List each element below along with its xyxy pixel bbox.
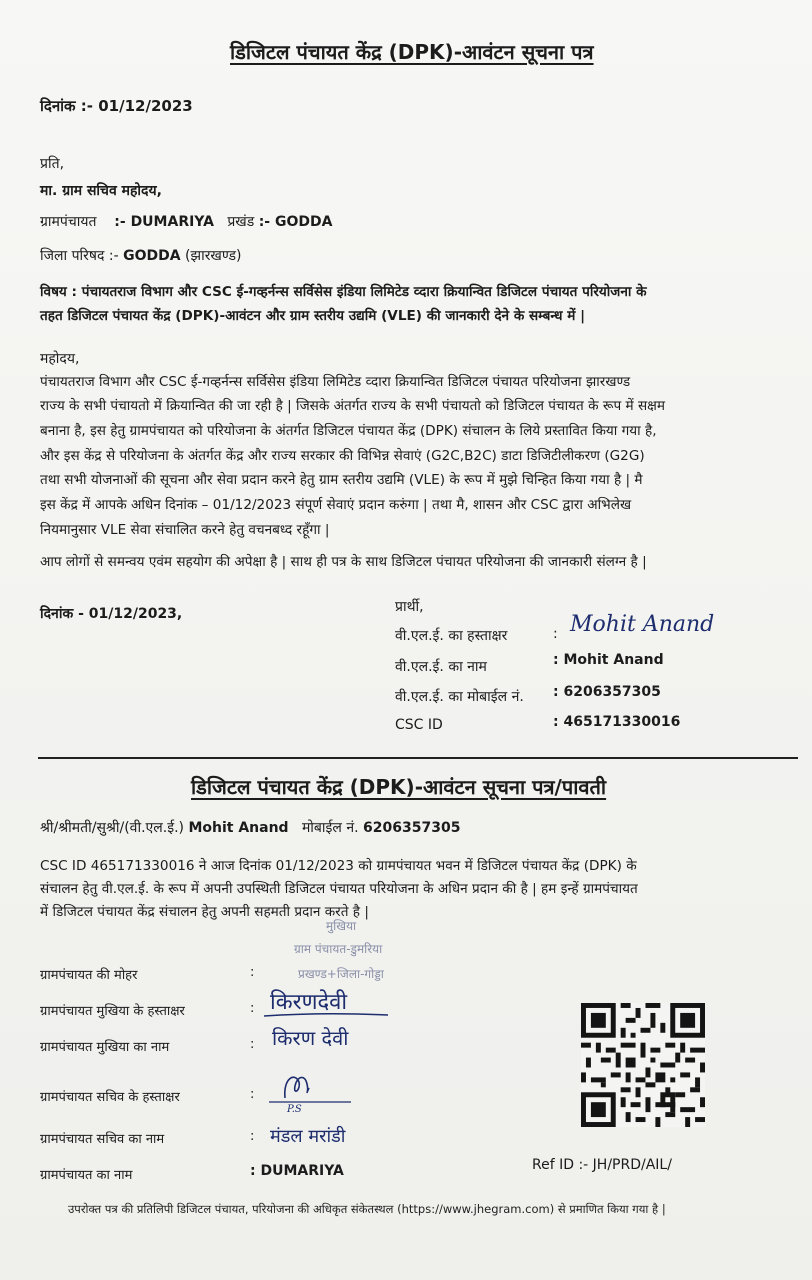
secretary-signature-mark — [265, 1068, 355, 1108]
subject-line-2: तहत डिजिटल पंचायत केंद्र (DPK)-आवंटन और ग्राम स्तरीय उद्यमि (VLE) की जानकारी देने के सम्बन्ध में | — [40, 308, 586, 324]
receipt-vle-name: Mohit Anand — [188, 820, 289, 836]
mukhiya-signature-underline — [262, 1010, 392, 1020]
receipt-line-1: CSC ID 465171330016 ने आज दिनांक 01/12/2023 को ग्रामपंचायत भवन में डिजिटल पंचायत केंद्र (DPK) के — [40, 858, 637, 874]
body-line-1: पंचायतराज विभाग और CSC ई-गव्हर्नन्स सर्विसेस इंडिया लिमिटेड व्दारा क्रियान्वित डिजिटल पंचायत परियोजना झारखण्ड — [40, 374, 631, 390]
block-value: :- GODDA — [258, 214, 333, 230]
secretary-signature-colon: : — [250, 1087, 255, 1102]
receipt-vle-line — [40, 818, 460, 837]
receipt-mobile: 6206357305 — [363, 820, 461, 836]
csc-id-label: CSC ID — [395, 717, 443, 733]
closing-line: आप लोगों से समन्वय एवंम सहयोग की अपेक्षा है | साथ ही पत्र के साथ डिजिटल पंचायत परियोजना की जानकारी संलग्न है | — [40, 554, 647, 570]
mukhiya-name-colon: : — [250, 1037, 255, 1052]
mukhiya-signature-label: ग्रामपंचायत मुखिया के हस्ताक्षर — [40, 1004, 185, 1019]
district-value: GODDA — [123, 248, 181, 264]
qr-code — [581, 1003, 705, 1127]
mukhiya-name-label: ग्रामपंचायत मुखिया का नाम — [40, 1040, 170, 1055]
gp-name-value: : DUMARIYA — [250, 1163, 344, 1179]
receipt-mobile-label: मोबाईल नं. — [301, 820, 359, 836]
vle-prefix: श्री/श्रीमती/सुश्री/(वी.एल.ई.) — [40, 820, 184, 836]
vle-mobile-label: वी.एल.ई. का मोबाईल नं. — [395, 689, 524, 705]
body-line-7: नियमानुसार VLE सेवा संचालित करने हेतु वचनबध्द रहूँगा | — [40, 522, 330, 538]
secretary-signature: P.S — [287, 1104, 302, 1115]
vle-signature-label: वी.एल.ई. का हस्ताक्षर — [395, 628, 508, 644]
stamp-line-2: ग्राम पंचायत-डुमरिया — [294, 942, 383, 956]
vle-name-value: : Mohit Anand — [553, 652, 664, 668]
mukhiya-name-handwritten: किरण देवी — [272, 1026, 349, 1050]
ref-id: Ref ID :- JH/PRD/AIL/ — [532, 1157, 672, 1173]
body-line-3: बनाना है, इस हेतु ग्रामपंचायत को परियोजना के अंतर्गत डिजिटल पंचायत केंद्र (DPK) संचालन के लिये प्रस्तावित किया गया है, — [40, 423, 657, 439]
body-line-5: तथा सभी योजनाओं की सूचना और सेवा प्रदान करने हेतु ग्राम स्तरीय उद्यमि (VLE) के रूप में मुझे चिन्हित किया गया है | मै — [40, 472, 643, 488]
secretary-name-handwritten: मंडल मरांडी — [270, 1126, 346, 1147]
recipient: मा. ग्राम सचिव महोदय, — [40, 183, 162, 199]
gp-value: :- DUMARIYA — [114, 214, 214, 230]
mukhiya-signature-colon: : — [250, 1001, 255, 1016]
district-label: जिला परिषद :- — [40, 248, 119, 264]
vle-name-label: वी.एल.ई. का नाम — [395, 659, 487, 675]
applicant-date: दिनांक - 01/12/2023, — [40, 606, 183, 622]
body-line-4: और इस केंद्र से परियोजना के अंतर्गत केंद्र और राज्य सरकार की विभिन्न सेवाएं (G2C,B2C) डाटा डिजिटीलीकरण (G2G) — [40, 448, 645, 464]
vle-signature: Mohit Anand — [570, 612, 715, 637]
prati: प्रति, — [40, 156, 65, 172]
gp-label: ग्रामपंचायत — [40, 214, 97, 230]
receipt-title: डिजिटल पंचायत केंद्र (DPK)-आवंटन सूचना पत्र/पावती — [191, 775, 607, 799]
section-divider — [38, 757, 798, 759]
gp-seal-label: ग्रामपंचायत की मोहर — [40, 968, 138, 983]
prarthi: प्रार्थी, — [395, 599, 424, 615]
body-line-2: राज्य के सभी पंचायतो में क्रियान्वित की जा रही है | जिसके अंतर्गत राज्य के सभी पंचायतो को डिजिटल पंचायत के रूप में सक्षम — [40, 398, 666, 414]
gp-seal-colon: : — [250, 965, 255, 980]
block-label: प्रखंड — [227, 214, 255, 230]
stamp-line-1: मुखिया — [326, 919, 357, 933]
salutation: महोदय, — [40, 351, 80, 367]
receipt-line-2: संचालन हेतु वी.एल.ई. के रूप में अपनी उपस्थिती डिजिटल पंचायत परियोजना के अधिन प्रदान की है | हम इन्हें ग्रामपंचायत — [40, 881, 638, 897]
district-state: (झारखण्ड) — [185, 248, 242, 264]
vle-signature-colon: : — [553, 626, 558, 642]
date-line: दिनांक :- 01/12/2023 — [40, 97, 193, 115]
secretary-name-label: ग्रामपंचायत सचिव का नाम — [40, 1132, 165, 1147]
vle-mobile-value: : 6206357305 — [553, 684, 661, 700]
subject-line-1: विषय : पंचायतराज विभाग और CSC ई-गव्हर्नन्स सर्विसेस इंडिया लिमिटेड व्दारा क्रियान्वित डिजिटल पंचायत परियोजना के — [40, 284, 647, 300]
body-line-6: इस केंद्र में आपके अधिन दिनांक – 01/12/2023 संपूर्ण सेवाएं प्रदान करुंगा | तथा मै, शासन और CSC द्वारा अभिलेख — [40, 497, 632, 513]
district-line — [40, 246, 241, 265]
footer-note: उपरोक्त पत्र की प्रतिलिपी डिजिटल पंचायत, परियोजना की अधिकृत संकेतस्थल (https://www.jhegram.com) से प्रमाणित किया गया है | — [68, 1202, 666, 1216]
receipt-line-3: में डिजिटल पंचायत केंद्र संचालन हेतु अपनी सहमती प्रदान करते है | — [40, 904, 369, 920]
gp-name-label: ग्रामपंचायत का नाम — [40, 1168, 133, 1183]
stamp-line-3: प्रखण्ड+जिला-गोड्डा — [298, 967, 384, 981]
gp-line — [40, 212, 332, 231]
csc-id-value: : 465171330016 — [553, 714, 681, 730]
secretary-signature-label: ग्रामपंचायत सचिव के हस्ताक्षर — [40, 1090, 180, 1105]
document-title: डिजिटल पंचायत केंद्र (DPK)-आवंटन सूचना पत्र — [230, 40, 594, 64]
mukhiya-signature: किरणदेवी — [270, 990, 348, 1015]
secretary-name-colon: : — [250, 1129, 255, 1144]
